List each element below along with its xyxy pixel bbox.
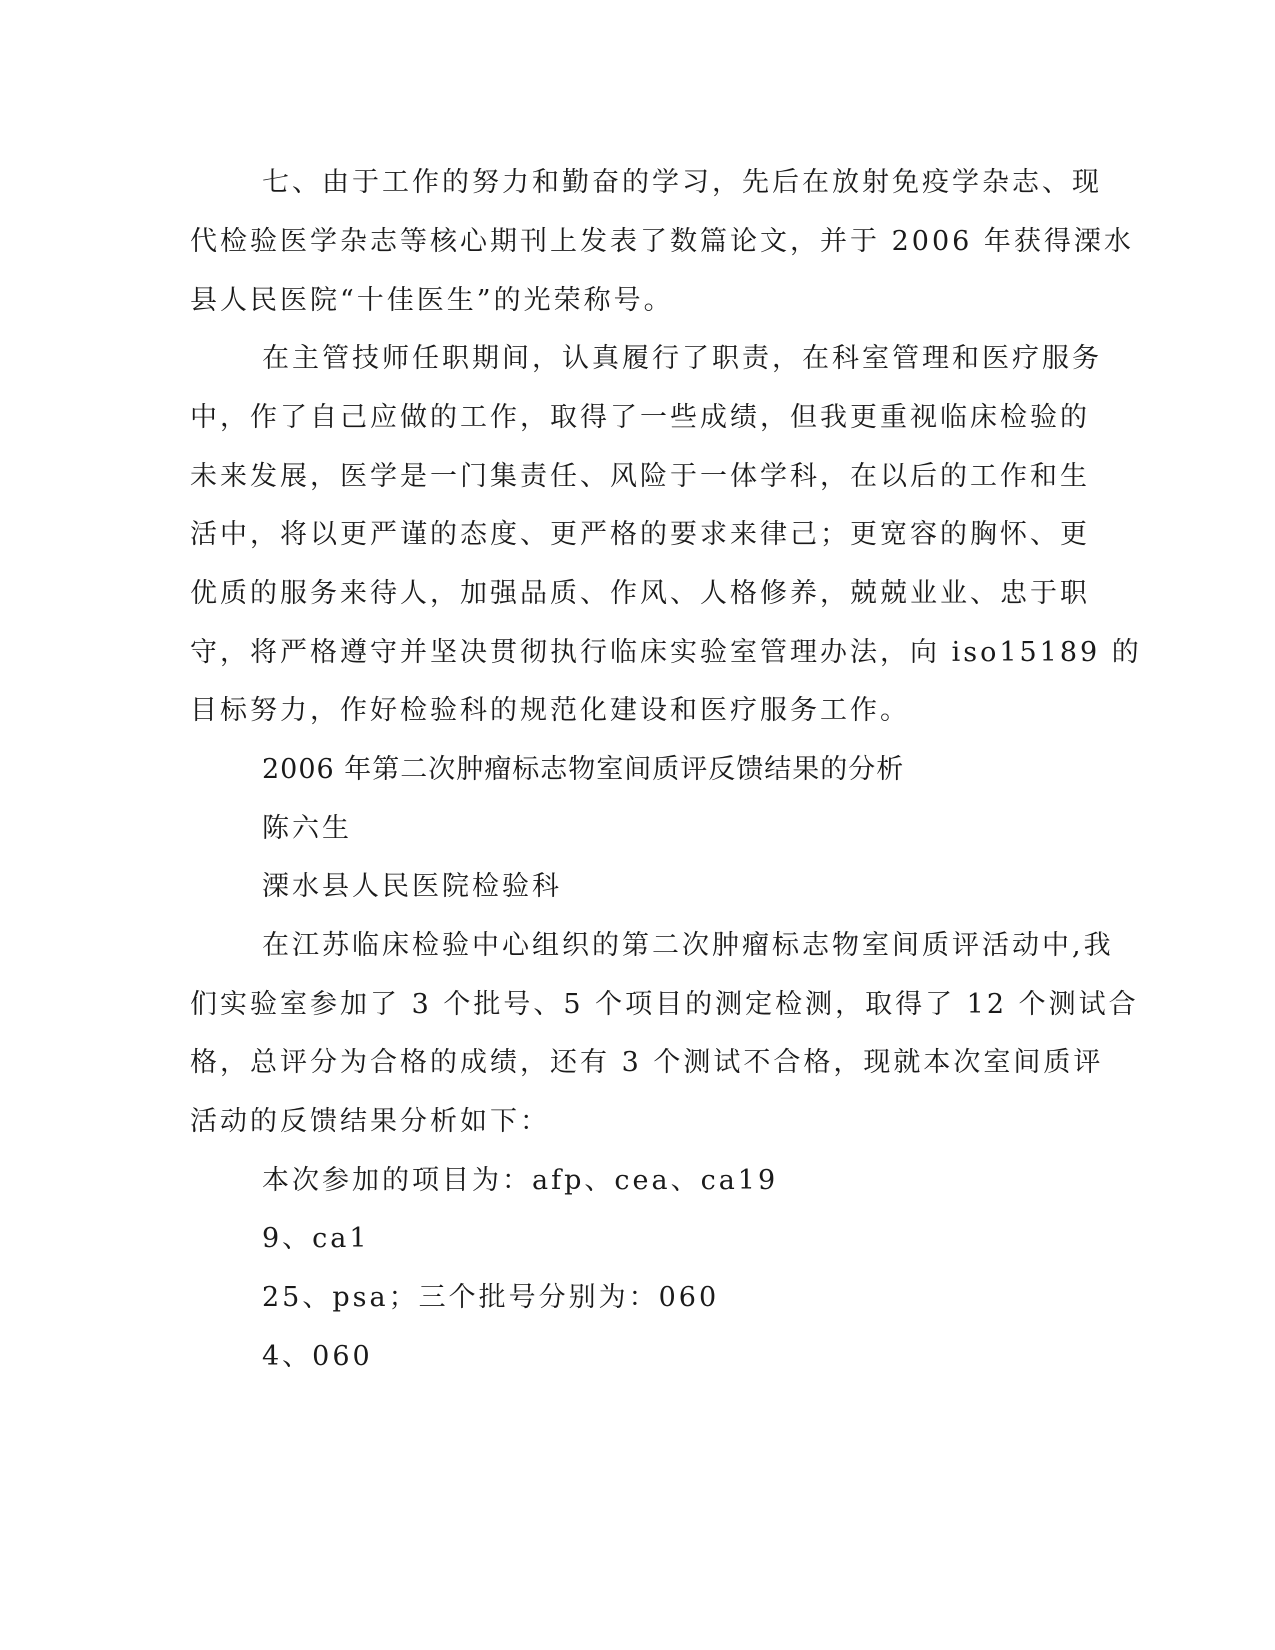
summary-line-2: 中，作了自己应做的工作，取得了一些成绩，但我更重视临床检验的 (190, 402, 1090, 433)
results-line-1: 在江苏临床检验中心组织的第二次肿瘤标志物室间质评活动中,我 (262, 930, 1114, 961)
award-line-2: 代检验医学杂志等核心期刊上发表了数篇论文，并于 2006 年获得溧水 (190, 226, 1134, 257)
results-line-3: 格，总评分为合格的成绩，还有 3 个测试不合格，现就本次室间质评 (190, 1047, 1104, 1078)
items-line-2: 9、ca1 (262, 1223, 370, 1254)
award-line-1: 七、由于工作的努力和勤奋的学习，先后在放射免疫学杂志、现 (262, 167, 1102, 198)
summary-line-7: 目标努力，作好检验科的规范化建设和医疗服务工作。 (190, 695, 910, 726)
items-line-3: 25、psa；三个批号分别为：060 (262, 1282, 720, 1313)
results-line-4: 活动的反馈结果分析如下： (190, 1106, 550, 1137)
award-line-3: 县人民医院“十佳医生”的光荣称号。 (190, 285, 674, 316)
author-name: 陈六生 (262, 813, 352, 844)
results-line-2: 们实验室参加了 3 个批号、5 个项目的测定检测，取得了 12 个测试合 (190, 989, 1139, 1020)
summary-line-5: 优质的服务来待人，加强品质、作风、人格修养，兢兢业业、忠于职 (190, 578, 1090, 609)
items-line-4: 4、060 (262, 1341, 373, 1372)
summary-line-4: 活中，将以更严谨的态度、更严格的要求来律己；更宽容的胸怀、更 (190, 519, 1090, 550)
summary-line-1: 在主管技师任职期间，认真履行了职责，在科室管理和医疗服务 (262, 343, 1102, 374)
summary-line-3: 未来发展，医学是一门集责任、风险于一体学科，在以后的工作和生 (190, 461, 1090, 492)
department-name: 溧水县人民医院检验科 (262, 871, 562, 902)
summary-line-6: 守，将严格遵守并坚决贯彻执行临床实验室管理办法，向 iso15189 的 (190, 637, 1142, 668)
items-line-1: 本次参加的项目为：afp、cea、ca19 (262, 1165, 779, 1196)
report-title: 2006 年第二次肿瘤标志物室间质评反馈结果的分析 (262, 754, 905, 785)
